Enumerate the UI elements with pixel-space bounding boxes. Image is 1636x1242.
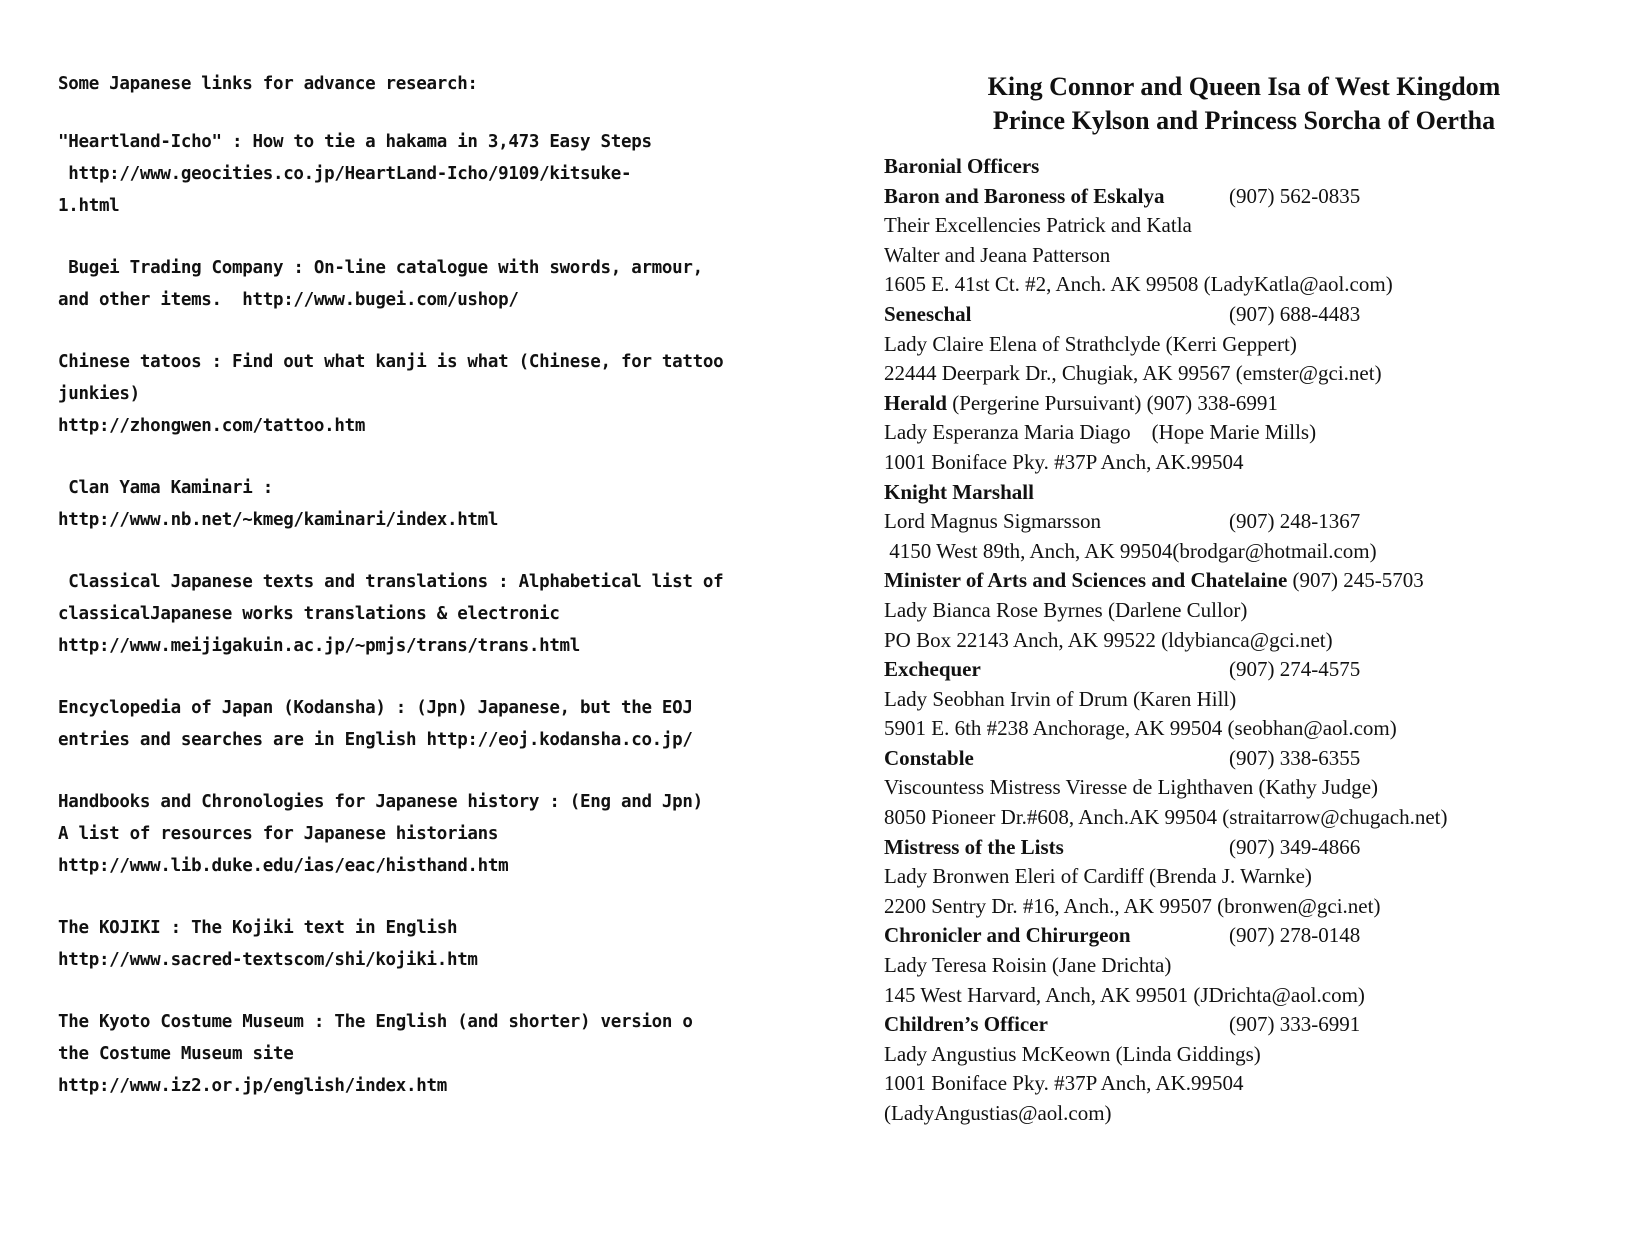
link-entry-line: Handbooks and Chronologies for Japanese history : (Eng and Jpn) bbox=[58, 792, 703, 812]
directory-line bbox=[884, 1010, 1636, 1040]
office-heading: Mistress of the Lists bbox=[884, 834, 1064, 859]
directory-line bbox=[884, 241, 1636, 271]
directory-line bbox=[884, 655, 1636, 685]
office-heading: Minister of Arts and Sciences and Chatelaine bbox=[884, 568, 1288, 593]
phone-number: (907) 688-4483 bbox=[1229, 301, 1361, 326]
directory-line bbox=[884, 685, 1636, 715]
link-entry-line: The KOJIKI : The Kojiki text in English bbox=[58, 918, 458, 938]
directory-text: (LadyAngustias@aol.com) bbox=[884, 1101, 1112, 1125]
title-line-2: Prince Kylson and Princess Sorcha of Oertha bbox=[992, 106, 1496, 135]
research-links-intro: Some Japanese links for advance research: bbox=[58, 74, 478, 94]
link-entry-line: Encyclopedia of Japan (Kodansha) : (Jpn) Japanese, but the EOJ bbox=[58, 698, 693, 718]
directory-line bbox=[884, 803, 1636, 833]
directory-line bbox=[884, 418, 1636, 448]
directory-text: Lady Esperanza Maria Diago (Hope Marie Mills) bbox=[884, 420, 1317, 445]
directory-line bbox=[884, 270, 1636, 300]
directory-text: 145 West Harvard, Anch, AK 99501 (JDrichta@aol.com) bbox=[884, 982, 1365, 1007]
directory-line bbox=[884, 537, 1636, 567]
officer-directory bbox=[884, 152, 1636, 1129]
link-entry-line: entries and searches are in English http://eoj.kodansha.co.jp/ bbox=[58, 730, 693, 750]
directory-line bbox=[884, 152, 1636, 182]
link-entry bbox=[58, 346, 820, 442]
office-heading: Constable bbox=[884, 745, 974, 770]
office-heading: Children’s Officer bbox=[884, 1012, 1048, 1037]
phone-number: (907) 562-0835 bbox=[1229, 183, 1361, 208]
right-page bbox=[820, 0, 1636, 1242]
link-entry bbox=[58, 472, 820, 536]
directory-text: Lady Seobhan Irvin of Drum (Karen Hill) bbox=[884, 686, 1237, 711]
directory-text: Lady Bronwen Eleri of Cardiff (Brenda J. Warnke) bbox=[884, 864, 1312, 889]
link-entry-line: A list of resources for Japanese historians bbox=[58, 824, 499, 844]
royalty-title bbox=[874, 70, 1614, 138]
phone-number: (907) 278-0148 bbox=[1229, 923, 1361, 948]
directory-text: 1001 Boniface Pky. #37P Anch, AK.99504 bbox=[884, 1071, 1244, 1096]
directory-text: 8050 Pioneer Dr.#608, Anch.AK 99504 (straitarrow@chugach.net) bbox=[884, 805, 1448, 830]
directory-text: Lady Angustius McKeown (Linda Giddings) bbox=[884, 1041, 1261, 1066]
directory-line bbox=[884, 951, 1636, 981]
link-entry-line: 1.html bbox=[58, 196, 120, 216]
link-entry bbox=[58, 786, 820, 882]
research-links-list bbox=[58, 126, 820, 1102]
directory-text: PO Box 22143 Anch, AK 99522 (ldybianca@gci.net) bbox=[884, 627, 1333, 652]
directory-line bbox=[884, 359, 1636, 389]
link-entry-line: Bugei Trading Company : On-line catalogue with swords, armour, bbox=[58, 258, 703, 278]
link-entry-line: junkies) bbox=[58, 384, 140, 404]
office-heading: Exchequer bbox=[884, 657, 981, 682]
directory-line bbox=[884, 478, 1636, 508]
link-entry-line: classicalJapanese works translations & electronic bbox=[58, 604, 560, 624]
directory-text: Their Excellencies Patrick and Katla bbox=[884, 213, 1192, 238]
directory-line bbox=[884, 596, 1636, 626]
link-entry-line: http://www.geocities.co.jp/HeartLand-Icho/9109/kitsuke- bbox=[58, 164, 632, 184]
link-entry-line: "Heartland-Icho" : How to tie a hakama in 3,473 Easy Steps bbox=[58, 132, 652, 152]
directory-text: (Pergerine Pursuivant) (907) 338-6991 bbox=[947, 390, 1278, 415]
office-heading: Knight Marshall bbox=[884, 479, 1034, 504]
directory-line bbox=[884, 566, 1636, 596]
directory-line bbox=[884, 862, 1636, 892]
link-entry bbox=[58, 912, 820, 976]
link-entry bbox=[58, 252, 820, 316]
directory-line bbox=[884, 1040, 1636, 1070]
office-heading: Baron and Baroness of Eskalya bbox=[884, 183, 1165, 208]
directory-text: 1605 E. 41st Ct. #2, Anch. AK 99508 (LadyKatla@aol.com) bbox=[884, 272, 1393, 297]
phone-number: (907) 349-4866 bbox=[1229, 834, 1361, 859]
link-entry-line: http://zhongwen.com/tattoo.htm bbox=[58, 416, 366, 436]
link-entry-line: http://www.sacred-textscom/shi/kojiki.htm bbox=[58, 950, 478, 970]
directory-text: 22444 Deerpark Dr., Chugiak, AK 99567 (emster@gci.net) bbox=[884, 361, 1382, 386]
phone-number: (907) 248-1367 bbox=[1229, 509, 1361, 534]
directory-line bbox=[884, 389, 1636, 419]
directory-line bbox=[884, 1069, 1636, 1099]
link-entry-line: http://www.lib.duke.edu/ias/eac/histhand.htm bbox=[58, 856, 509, 876]
office-heading: Herald bbox=[884, 390, 947, 415]
directory-text: 1001 Boniface Pky. #37P Anch, AK.99504 bbox=[884, 449, 1244, 474]
link-entry bbox=[58, 1006, 820, 1102]
directory-text: Walter and Jeana Patterson bbox=[884, 242, 1111, 267]
directory-line bbox=[884, 744, 1636, 774]
link-entry-line: http://www.nb.net/~kmeg/kaminari/index.html bbox=[58, 510, 499, 530]
link-entry-line: The Kyoto Costume Museum : The English (and shorter) version o bbox=[58, 1012, 693, 1032]
directory-text: Lady Claire Elena of Strathclyde (Kerri Geppert) bbox=[884, 331, 1297, 356]
directory-line bbox=[884, 182, 1636, 212]
directory-text: Viscountess Mistress Viresse de Lighthaven (Kathy Judge) bbox=[884, 775, 1379, 800]
link-entry bbox=[58, 566, 820, 662]
link-entry-line: the Costume Museum site bbox=[58, 1044, 294, 1064]
phone-number: (907) 274-4575 bbox=[1229, 657, 1361, 682]
directory-line bbox=[884, 773, 1636, 803]
office-heading: Chronicler and Chirurgeon bbox=[884, 923, 1131, 948]
directory-line bbox=[884, 1099, 1636, 1129]
directory-text: Lady Bianca Rose Byrnes (Darlene Cullor) bbox=[884, 597, 1248, 622]
directory-line bbox=[884, 714, 1636, 744]
directory-text: 4150 West 89th, Anch, AK 99504(brodgar@hotmail.com) bbox=[884, 538, 1377, 563]
directory-line bbox=[884, 330, 1636, 360]
directory-text: (907) 245-5703 bbox=[1287, 568, 1424, 593]
directory-line bbox=[884, 300, 1636, 330]
link-entry-line: Classical Japanese texts and translations : Alphabetical list of bbox=[58, 572, 724, 592]
office-heading: Baronial Officers bbox=[884, 154, 1040, 178]
link-entry-line: Clan Yama Kaminari : bbox=[58, 478, 273, 498]
directory-line bbox=[884, 507, 1636, 537]
link-entry-line: and other items. http://www.bugei.com/ushop/ bbox=[58, 290, 519, 310]
directory-text: 5901 E. 6th #238 Anchorage, AK 99504 (seobhan@aol.com) bbox=[884, 716, 1397, 741]
directory-line bbox=[884, 921, 1636, 951]
office-heading: Seneschal bbox=[884, 301, 972, 326]
directory-text: 2200 Sentry Dr. #16, Anch., AK 99507 (bronwen@gci.net) bbox=[884, 893, 1381, 918]
directory-line bbox=[884, 211, 1636, 241]
directory-line bbox=[884, 833, 1636, 863]
directory-line bbox=[884, 626, 1636, 656]
directory-text: Lord Magnus Sigmarsson bbox=[884, 509, 1101, 534]
phone-number: (907) 338-6355 bbox=[1229, 745, 1361, 770]
link-entry-line: http://www.meijigakuin.ac.jp/~pmjs/trans/trans.html bbox=[58, 636, 581, 656]
directory-line bbox=[884, 981, 1636, 1011]
directory-line bbox=[884, 892, 1636, 922]
phone-number: (907) 333-6991 bbox=[1229, 1012, 1361, 1037]
link-entry bbox=[58, 126, 820, 222]
link-entry-line: http://www.iz2.or.jp/english/index.htm bbox=[58, 1076, 447, 1096]
directory-text: Lady Teresa Roisin (Jane Drichta) bbox=[884, 953, 1172, 978]
directory-line bbox=[884, 448, 1636, 478]
title-line-1: King Connor and Queen Isa of West Kingdom bbox=[987, 72, 1501, 101]
link-entry-line: Chinese tatoos : Find out what kanji is what (Chinese, for tattoo bbox=[58, 352, 724, 372]
link-entry bbox=[58, 692, 820, 756]
